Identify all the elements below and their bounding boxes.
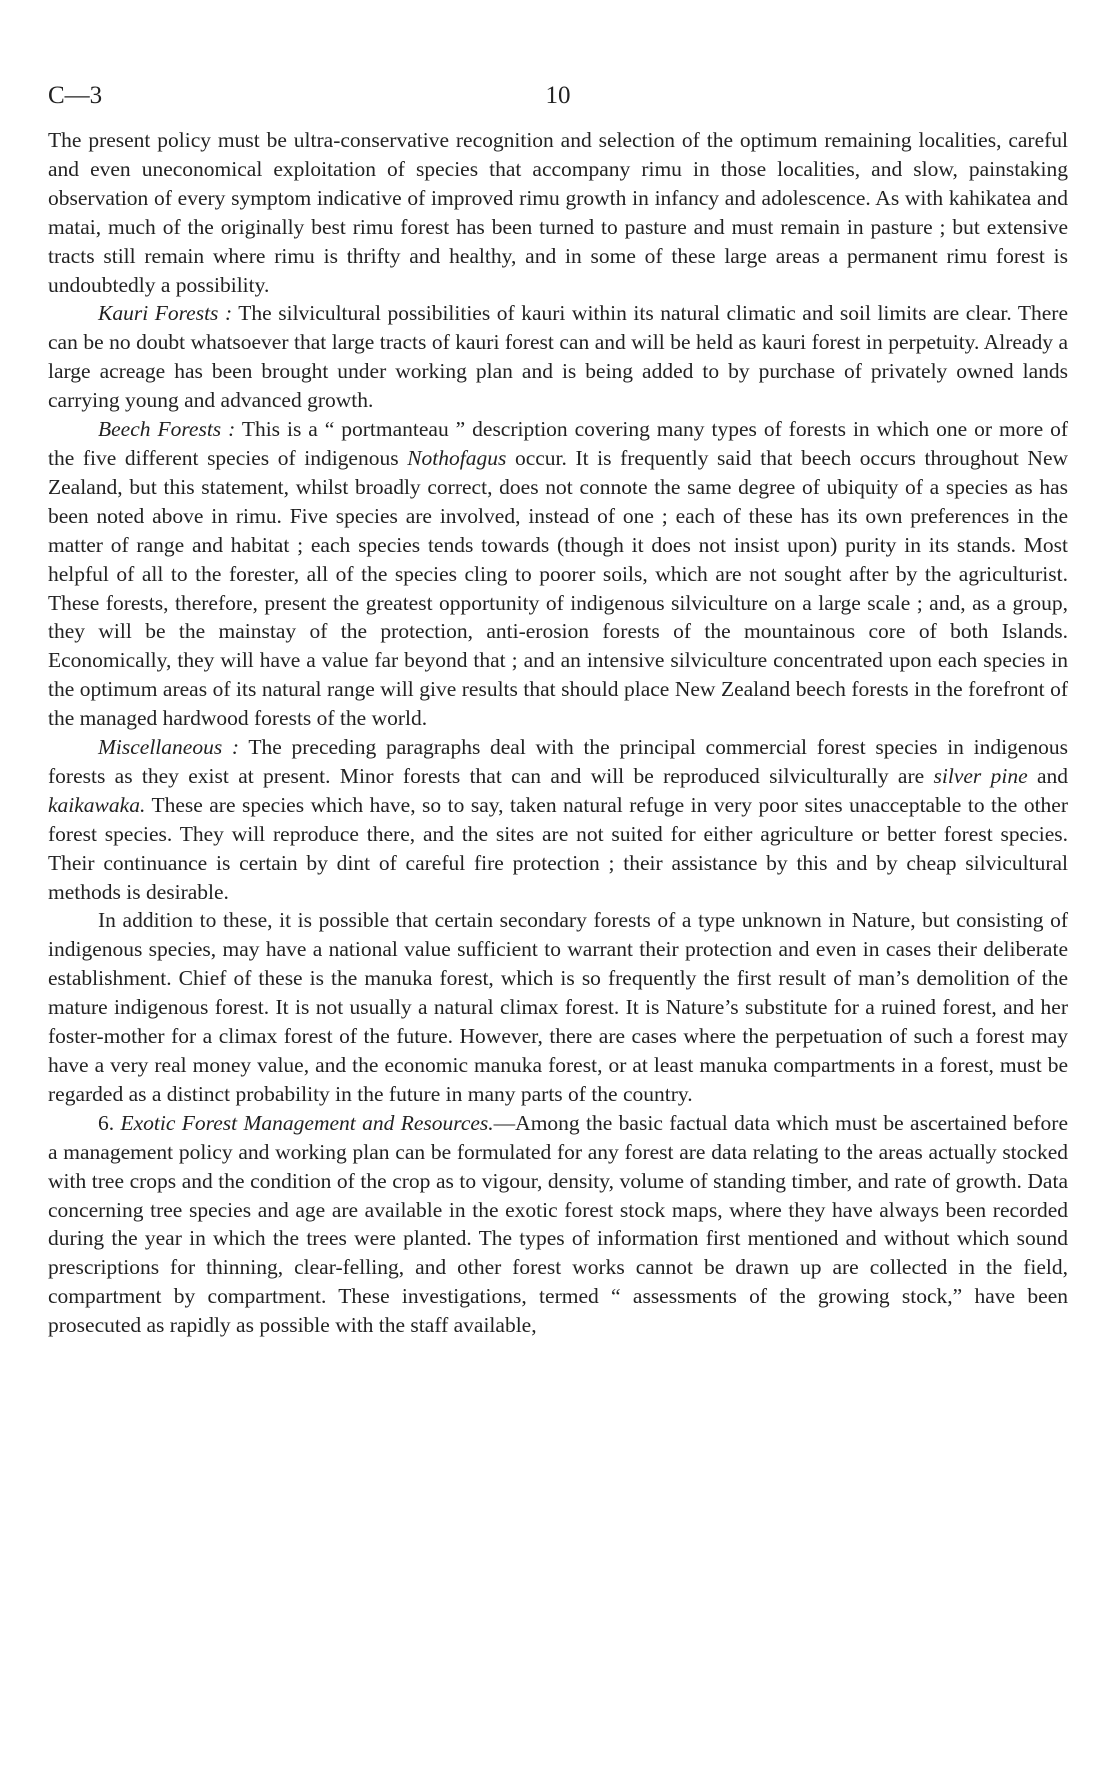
- paragraph-text: The silvicultural possibilities of kauri within its natural climatic and soil limits are clear. There can be no doubt whatsoever that large tracts of kauri forest can and will be held as kauri forest in perpetuity. Already a large acreage has been brought under working plan and is being added to by purchase of privately owned lands carrying young and advanced growth.: [48, 301, 1068, 413]
- paragraph-kauri-forests: [48, 299, 1068, 415]
- paragraph-text: In addition to these, it is possible that certain secondary forests of a type unknown in Nature, but consisting of indigenous species, may have a national value sufficient to warrant their protection and even in cases their deliberate establishment. Chief of these is the manuka forest, which is so frequently the first result of man’s demolition of the mature indigenous forest. It is not usually a natural climax forest. It is Nature’s substitute for a ruined forest, and her foster-mother for a climax forest of the future. However, there are cases where the perpetuation of such a forest may have a very real money value, and the economic manuka forest, or at least manuka compartments in a forest, must be regarded as a distinct probability in the future in many parts of the country.: [48, 908, 1068, 1106]
- paragraph-text: These are species which have, so to say, taken natural refuge in very poor sites unacceptable to the other forest species. They will reproduce there, and the sites are not suited for either agriculture or better forest species. Their continuance is certain by dint of careful fire protection ; their assistance by this and by cheap silvicultural methods is desirable.: [48, 792, 1068, 904]
- species-name: Nothofagus: [407, 445, 507, 470]
- document-page: [48, 82, 1068, 1340]
- section-heading: Exotic Forest Management and Resources.: [120, 1110, 494, 1135]
- paragraph-text: This is a “ portmanteau ” description covering many types of forests in which one or more of the five different species of indigenous: [48, 417, 1068, 470]
- paragraph-text: —Among the basic factual data which must be ascertained before a management policy and working plan can be formulated for any forest are data relating to the areas actually stocked with tree crops and the condition of the crop as to vigour, density, volume of standing timber, and rate of growth. Data concerning tree species and age are available in the exotic forest stock maps, where they have always been recorded during the year in which the trees were planted. The types of information first mentioned and without which sound prescriptions for thinning, clear-felling, and other forest works cannot be drawn up are collected in the field, compartment by compartment. These investigations, termed “ assessments of the growing stock,” have been prosecuted as rapidly as possible with the staff available,: [48, 1110, 1068, 1338]
- paragraph-text: The preceding paragraphs deal with the principal commercial forest species in indigenous forests as they exist at present. Minor forests that can and will be reproduced silviculturally are: [48, 735, 1068, 788]
- paragraph-text: The present policy must be ultra-conservative recognition and selection of the optimum remaining localities, careful and even uneconomical exploitation of species that accompany rimu in those localities, and slow, painstaking observation of every symptom indicative of improved rimu growth in infancy and adolescence. As with kahikatea and matai, much of the originally best rimu forest has been turned to pasture and must remain in pasture ; but extensive tracts still remain where rimu is thrifty and healthy, and in some of these large areas a permanent rimu forest is undoubtedly a possibility.: [48, 128, 1068, 297]
- section-heading: Beech Forests :: [98, 417, 236, 442]
- species-name: kaikawaka.: [48, 792, 146, 817]
- page-number: 10: [545, 82, 571, 109]
- paragraph-miscellaneous: [48, 733, 1068, 906]
- section-heading: Kauri Forests :: [98, 301, 233, 326]
- paragraph-text: and: [1036, 763, 1069, 788]
- paragraph-exotic-forest-management: [48, 1109, 1068, 1340]
- section-heading: Miscellaneous :: [98, 735, 240, 760]
- paragraph-beech-forests: [48, 415, 1068, 733]
- paragraph-secondary-forests: [48, 906, 1068, 1108]
- paragraph-rimu-policy: [48, 126, 1068, 299]
- section-number: 6.: [98, 1110, 115, 1135]
- document-code: C—3: [48, 82, 103, 109]
- paragraph-text: occur. It is frequently said that beech occurs throughout New Zealand, but this statement, whilst broadly correct, does not connote the same degree of ubiquity of a species as has been noted above in rimu. Five species are involved, instead of one ; each of these has its own preferences in the matter of range and habitat ; each species tends towards (though it does not insist upon) purity in its stands. Most helpful of all to the forester, all of the species cling to poorer soils, which are not sought after by the agriculturist. These forests, therefore, present the greatest opportunity of indigenous silviculture on a large scale ; and, as a group, they will be the mainstay of the protection, anti-erosion forests of the mountainous core of both Islands. Economically, they will have a value far beyond that ; and an intensive silviculture concentrated upon each species in the optimum areas of its natural range will give results that should place New Zealand beech forests in the forefront of the managed hardwood forests of the world.: [48, 445, 1069, 731]
- page-header: [48, 82, 1068, 126]
- species-name: silver pine: [933, 763, 1028, 788]
